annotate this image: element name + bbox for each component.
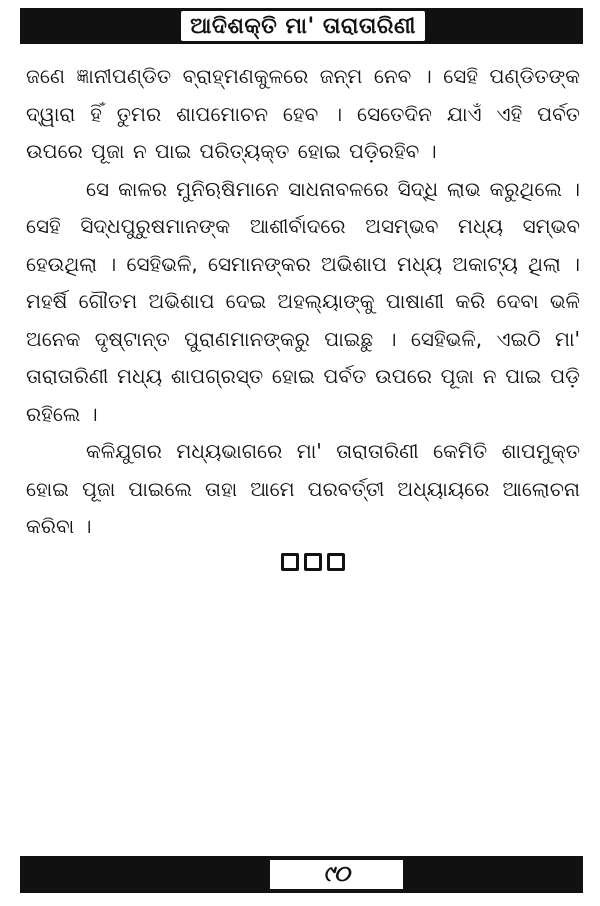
running-header-bar [20,8,583,44]
square-box-icon [327,553,345,571]
paragraph-3: କଳିଯୁଗର ମଧ୍ୟଭାଗରେ ମା' ତାରାତାରିଣୀ କେମିତି ଶାପମୁକ୍ତ ହୋଇ ପୂଜା ପାଇଲେ ତାହା ଆମେ ପରବର୍ତ୍ତୀ ଅଧ୍ୟାୟରେ ଆଲୋଚନା କରିବା । [26,439,580,538]
section-end-marker [281,553,345,571]
square-box-icon [304,553,322,571]
page-footer-bar [20,856,583,893]
square-box-icon [281,553,299,571]
paragraph-2: ସେ କାଳର ମୁନିଋଷିମାନେ ସାଧନାବଳରେ ସିଦ୍ଧି ଲାଭ କରୁଥିଲେ । ସେହି ସିଦ୍ଧପୁରୁଷମାନଙ୍କ ଆଶୀର୍ବାଦରେ ଅସମ୍ଭବ ମଧ୍ୟ ସମ୍ଭବ ହେଉଥିଲା । ସେହିଭଳି, ସେମାନଙ୍କର ଅଭିଶାପ ମଧ୍ୟ ଅକାଟ୍ୟ ଥିଲା । ମହର୍ଷି ଗୌତମ ଅଭିଶାପ ଦେଇ ଅହଲ୍ୟାଙ୍କୁ ପାଷାଣୀ କରି ଦେବା ଭଳି ଅନେକ ଦୃଷ୍ଟାନ୍ତ ପୁରାଣମାନଙ୍କରୁ ପାଇଛୁ । ସେହିଭଳି, ଏଇଠି ମା' ତାରାତାରିଣୀ ମଧ୍ୟ ଶାପଗ୍ରସ୍ତ ହୋଇ ପର୍ବତ ଉପରେ ପୂଜା ନ ପାଇ ପଡ଼ି ରହିଲେ । [26,176,580,426]
page-number-box [270,860,403,889]
paragraph-1: ଜଣେ ଜ୍ଞାନୀପଣ୍ଡିତ ବ୍ରାହ୍ମଣକୁଳରେ ଜନ୍ମ ନେବ । ସେହି ପଣ୍ଡିତଙ୍କ ଦ୍ୱାରା ହିଁ ତୁମର ଶାପମୋଚନ ହେବ । ସେତେଦିନ ଯାଏଁ ଏହି ପର୍ବତ ଉପରେ ପୂଜା ନ ପାଇ ପରିତ୍ୟକ୍ତ ହୋଇ ପଡ଼ିରହିବ । [26,64,580,163]
page-body-text [26,58,580,546]
page-number: ୯୦ [323,862,350,887]
running-header-title-box [181,11,425,41]
running-header-title: ଆଦିଶକ୍ତି ମା' ତାରାତାରିଣୀ [190,13,416,39]
